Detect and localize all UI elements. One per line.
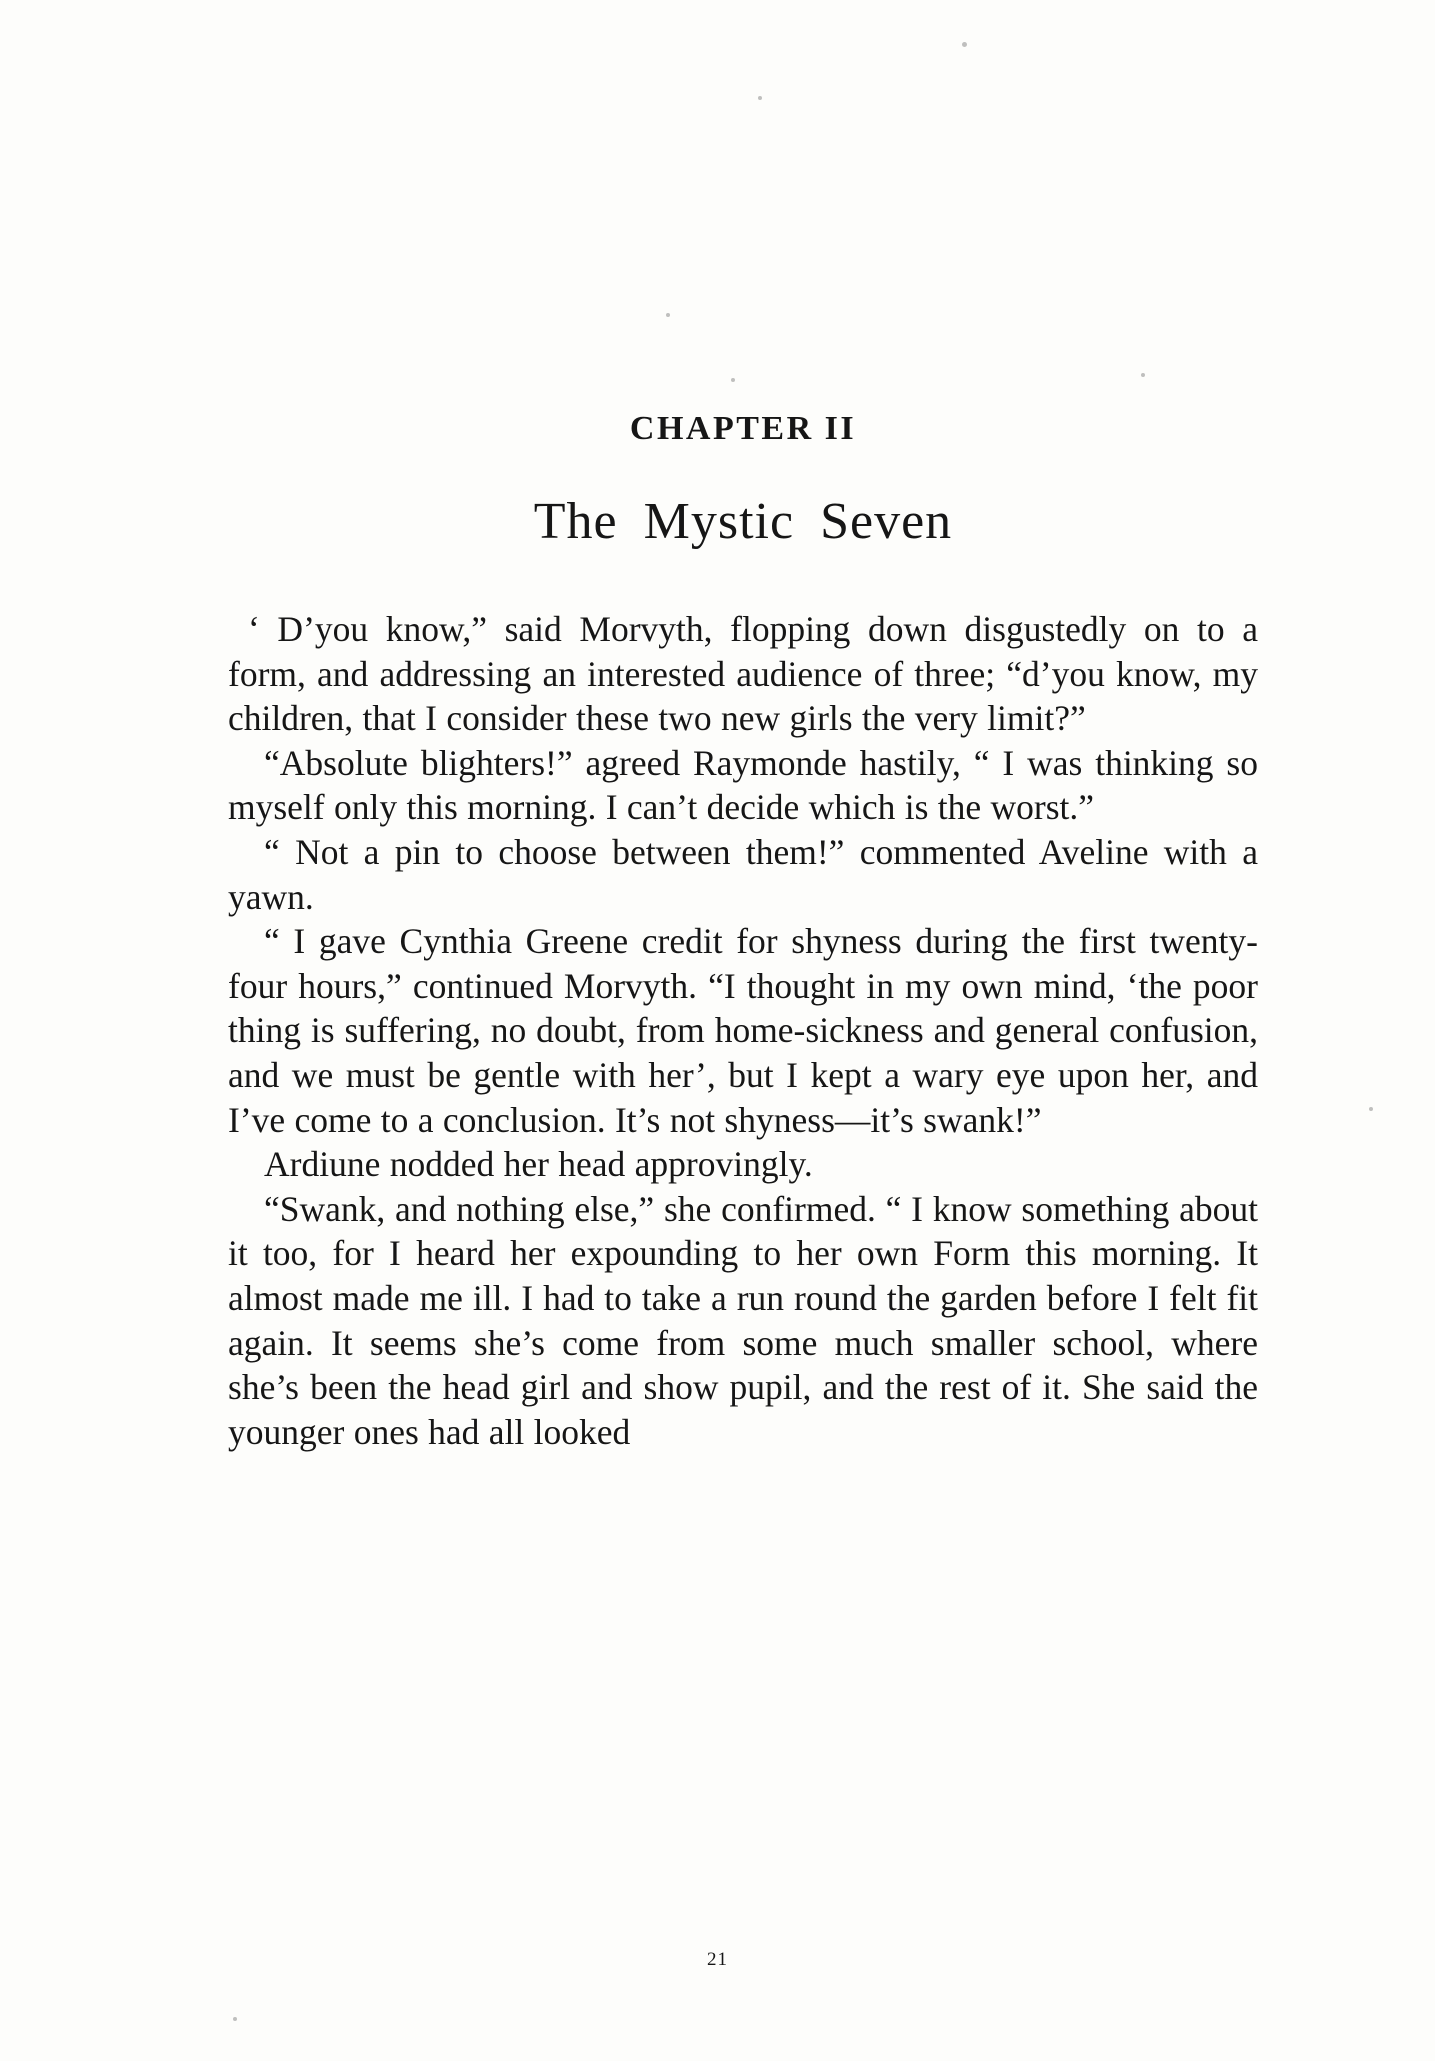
page-title — [228, 492, 1258, 551]
body-paragraph: “ Not a pin to choose between them!” commented Aveline with a yawn. — [228, 831, 1258, 917]
page-text-block — [228, 410, 1258, 1454]
scan-speck — [758, 96, 762, 100]
body-paragraph: “Absolute blighters!” agreed Raymonde hastily, “ I was thinking so myself only this morning. I can’t decide which is the worst.” — [228, 742, 1258, 828]
page-number: 21 — [707, 1949, 728, 1970]
body-paragraph: “ I gave Cynthia Greene credit for shyness during the first twenty-four hours,” continued Morvyth. “I thought in my own mind, ‘the poor thing is suffering, no doubt, from home-sickness and general confusion, and we must be gentle with her’, but I kept a wary eye upon her, and I’ve come to a conclusion. It’s not shyness—it’s swank!” — [228, 921, 1258, 1140]
scan-speck — [731, 378, 735, 382]
chapter-label: CHAPTER II — [629, 410, 857, 447]
scan-speck — [1141, 373, 1145, 377]
scan-speck — [1369, 1107, 1373, 1111]
scan-speck — [233, 2017, 237, 2021]
chapter-title-word-3: Seven — [820, 493, 953, 550]
body-paragraph: ‘ D’you know,” said Morvyth, flopping down disgustedly on to a form, and addressing an interested audience of three; “d’you know, my children, that I consider these two new girls the very limit?” — [228, 609, 1258, 739]
chapter-title-word-1: The — [533, 493, 618, 550]
body-paragraph: “Swank, and nothing else,” she confirmed. “ I know something about it too, for I heard her expounding to her own Form this morning. It almost made me ill. I had to take a run round the garden before I felt fit again. It seems she’s come from some much smaller school, where she’s been the head girl and show pupil, and the rest of it. She said the younger ones had all looked — [228, 1188, 1258, 1452]
chapter-title-word-2: Mystic — [643, 493, 795, 550]
scan-speck — [666, 313, 670, 317]
body-paragraph: Ardiune nodded her head approvingly. — [264, 1144, 813, 1185]
scan-speck — [962, 42, 967, 47]
